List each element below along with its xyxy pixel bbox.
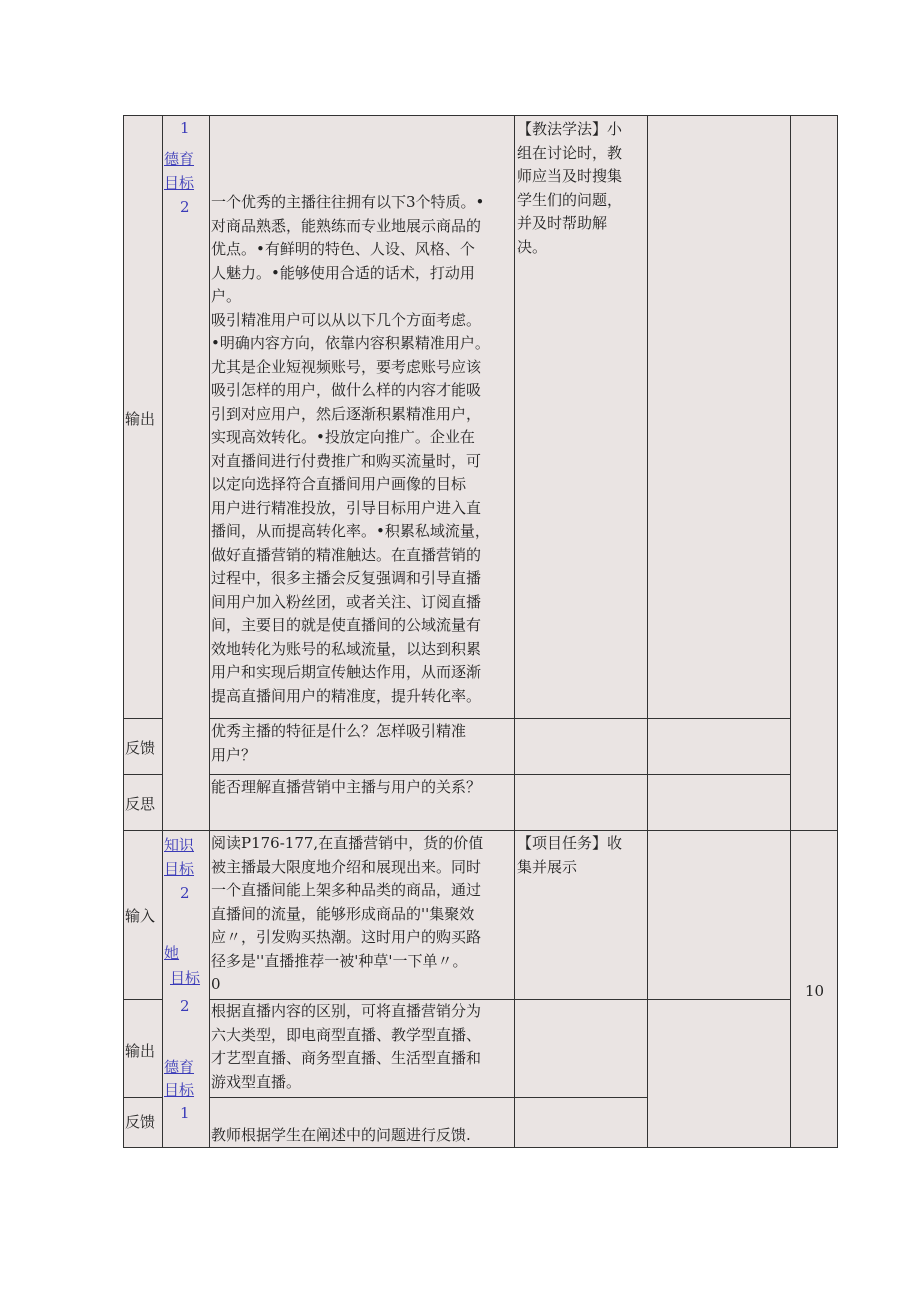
- moral-goal-link[interactable]: 德育: [164, 1058, 195, 1076]
- goal-number: 2: [180, 884, 190, 902]
- knowledge-goal-link[interactable]: 知识: [164, 836, 195, 854]
- stage-label-feedback: 反馈: [125, 739, 156, 757]
- teaching-method: 【教法学法】小 组在讨论时，教 师应当及时搜集 学生们的问题， 并及时帮助解 决。: [517, 120, 623, 256]
- feedback-content: 优秀主播的特征是什么？怎样吸引精准 用户？: [211, 722, 467, 764]
- goal-number: 1: [180, 119, 190, 137]
- output-content: 一个优秀的主播往往拥有以下3个特质。• 对商品熟悉，能熟练而专业地展示商品的 优点。•有鲜明的特色、人设、风格、个 人魅力。•能够使用合适的话术，打动用 户。 吸引精准用户可以从以下几个方面考虑。 •明确内容方向，依靠内容积累精准用户。 尤其是企业短视频账号，要考虑账号应该 吸引怎样的用户，做什么样的内容才能吸 引到对应用户，然后逐渐积累精准用户， 实现高效转化。•投放定向推广。企业在 对直播间进行付费推广和购买流量时，可 以定向选择符合直播间用户画像的目标 用户进行精准投放，引导目标用户进入直 播间，从而提高转化率。•积累私域流量， 做好直播营销的精准触达。在直播营销的 过程中，很多主播会反复强调和引导直播 间用户加入粉丝团，或者关注、订阅直播 间，主要目的就是使直播间的公域流量有 效地转化为账号的私域流量，以达到积累 用户和实现后期宣传触达作用，从而逐渐 提高直播间用户的精准度，提升转化率。: [211, 193, 490, 705]
- goal-column-block1: [162, 115, 210, 831]
- ability-goal-link[interactable]: 她: [164, 944, 180, 962]
- knowledge-goal-link[interactable]: 目标: [164, 860, 195, 878]
- moral-goal-link[interactable]: 目标: [164, 1081, 195, 1099]
- moral-goal-link[interactable]: 德育: [164, 150, 195, 168]
- moral-goal-link[interactable]: 目标: [164, 174, 195, 192]
- stage-label-feedback-2: 反馈: [125, 1113, 156, 1131]
- feedback-content-2: 教师根据学生在阐述中的问题进行反馈.: [211, 1126, 471, 1144]
- goal-number: 1: [180, 1104, 190, 1122]
- empty-cell-d: [647, 718, 791, 775]
- goal-number: 2: [180, 198, 190, 216]
- project-task: 【项目任务】收 集并展示: [517, 834, 623, 876]
- reflect-content: 能否理解直播营销中主播与用户的关系？: [211, 778, 482, 796]
- empty-cell-e: [514, 774, 648, 831]
- empty-cell-g: [647, 830, 791, 1000]
- empty-cell-c: [514, 718, 648, 775]
- output-content-2: 根据直播内容的区别，可将直播营销分为 六大类型，即电商型直播、教学型直播、 才艺型直播、商务型直播、生活型直播和 游戏型直播。: [211, 1002, 482, 1091]
- stage-label-output: 输出: [125, 410, 156, 428]
- stage-label-input: 输入: [125, 907, 156, 925]
- empty-cell-f: [647, 774, 791, 831]
- goal-number: 2: [180, 997, 190, 1015]
- empty-cell-h: [514, 999, 648, 1098]
- stage-label-reflect: 反思: [125, 795, 156, 813]
- empty-cell-a: [647, 115, 791, 719]
- empty-cell-i: [647, 999, 791, 1148]
- empty-cell-j: [514, 1097, 648, 1148]
- minutes-value: 10: [805, 982, 825, 1000]
- empty-cell-b: [790, 115, 838, 831]
- stage-label-output-2: 输出: [125, 1042, 156, 1060]
- input-content: 阅读P176-177,在直播营销中，货的价值 被主播最大限度地介绍和展现出来。同时 一个直播间能上架多种品类的商品，通过 直播间的流量，能够形成商品的''集聚效 应〃，引发购买热潮。这时用户的购买路 径多是''直播推荐一被'种草'一下单〃。 0: [211, 834, 484, 993]
- ability-goal-link[interactable]: 目标: [170, 969, 201, 987]
